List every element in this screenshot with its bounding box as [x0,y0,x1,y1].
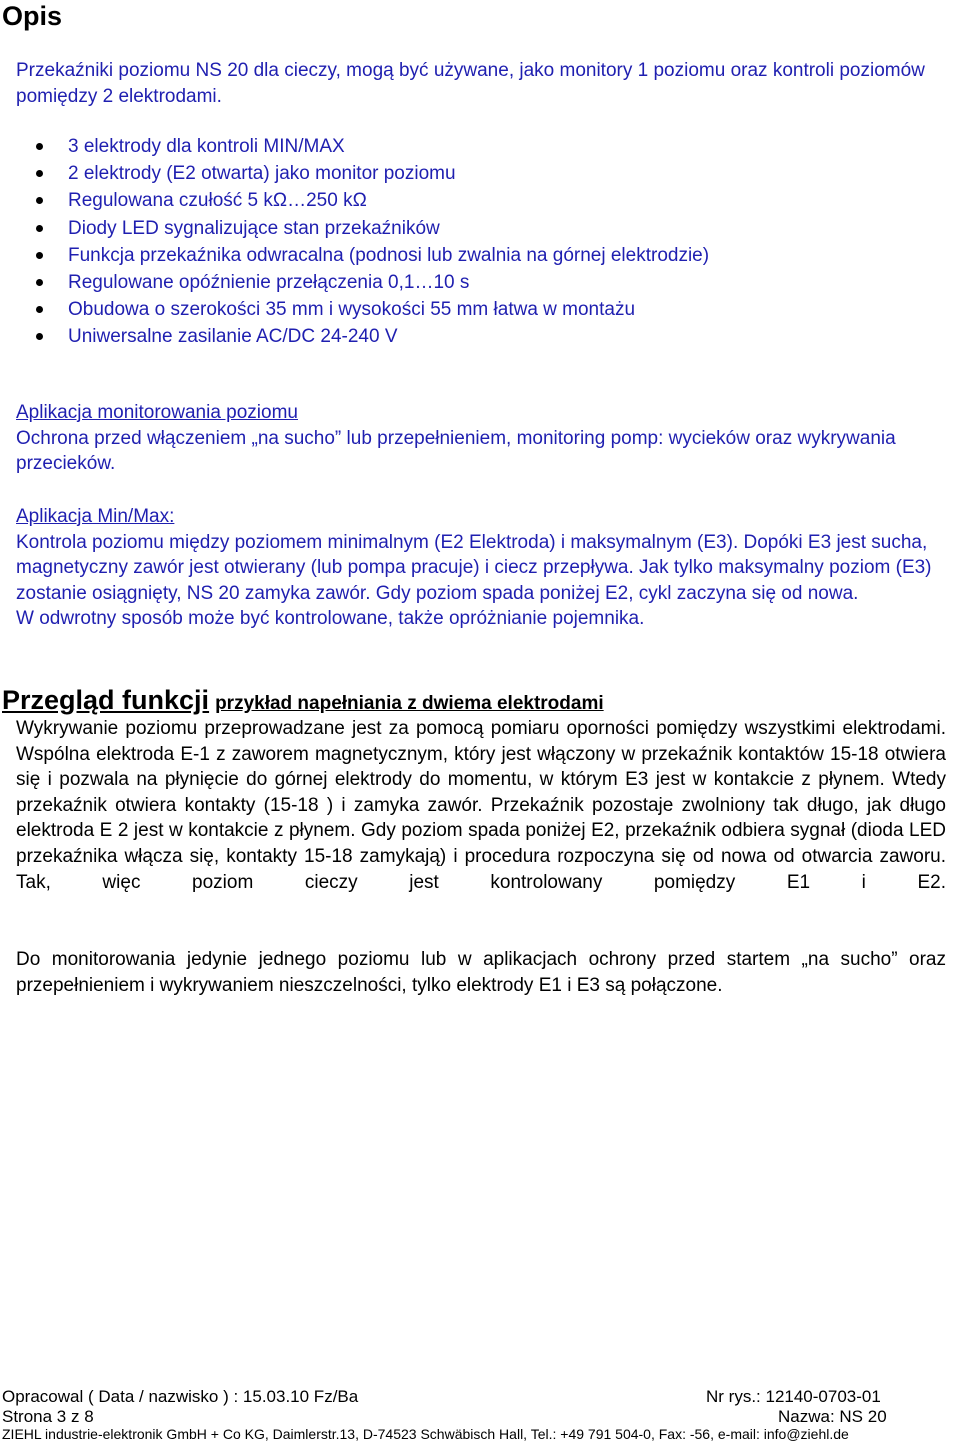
overview-paragraph-2: Do monitorowania jedynie jednego poziomu lub w aplikacjach ochrony przed startem „na sucho” oraz przepełnieniem i wykrywaniem nieszczelności, tylko elektrody E1 i E3 są połączone. [16,949,946,996]
bullet-icon [36,279,43,286]
minmax-section [16,504,946,632]
page-title: Opis [2,1,63,31]
intro-paragraph: Przekaźniki poziomu NS 20 dla cieczy, mogą być używane, jako monitory 1 poziomu oraz kontroli poziomów pomiędzy 2 elektrodami. [16,60,925,107]
list-item: Diody LED sygnalizujące stan przekaźników [16,215,946,242]
list-item: 3 elektrody dla kontroli MIN/MAX [16,133,946,160]
level-monitoring-text: Ochrona przed włączeniem „na sucho” lub przepełnieniem, monitoring pomp: wycieków oraz wykrywania przecieków. [16,427,896,475]
minmax-text-2: W odwrotny sposób może być kontrolowane, także opróżnianie pojemnika. [16,608,645,630]
list-item: Funkcja przekaźnika odwracalna (podnosi lub zwalnia na górnej elektrodzie) [16,242,946,269]
footer-page-number: Strona 3 z 8 [2,1407,94,1426]
list-item: Uniwersalne zasilanie AC/DC 24-240 V [16,323,946,350]
minmax-heading: Aplikacja Min/Max: [16,506,175,527]
footer-drawing-number: Nr rys.: 12140-0703-01 [706,1387,881,1406]
section-title: Przegląd funkcji [2,685,210,715]
overview-paragraph-1: Wykrywanie poziomu przeprowadzane jest za pomocą pomiaru oporności pomiędzy wszystkimi elektrodami. Wspólna elektroda E-1 z zaworem magnetycznym, który jest włączony w przekaźnik kontaktów 15-18 otwiera się i pozwala na płynięcie do górnej elektrody do momentu, w którym E3 jest w kontakcie z płynem. Wtedy przekaźnik otwiera kontakty (15-18 ) i zamyka zawór. Przekaźnik pozostaje zwolniony tak długo, jak długo elektroda E 2 jest w kontakcie z płynem. Gdy poziom spada poniżej E2, przekaźnik odbiera sygnał (dioda LED przekaźnika włącza się, kontakty 15-18 zamykają) i procedura rozpoczyna się od nowa od otwarcia zaworu. Tak, więc poziom cieczy jest kontrolowany pomiędzy E1 i E2. [16,718,946,893]
footer-document-name: Nazwa: NS 20 [778,1407,887,1426]
footer-prepared: Opracowal ( Data / nazwisko ) : 15.03.10 Fz/Ba [2,1387,359,1406]
footer-row-1 [2,1387,902,1407]
bullet-icon [36,333,43,340]
bullet-icon [36,197,43,204]
list-item: Regulowana czułość 5 kΩ…250 kΩ [16,187,946,214]
level-monitoring-heading: Aplikacja monitorowania poziomu [16,402,298,423]
bullet-icon [36,143,43,150]
bullet-icon [36,225,43,232]
bullet-icon [36,306,43,313]
list-item: Regulowane opóźnienie przełączenia 0,1…10 s [16,269,946,296]
footer-row-2 [2,1407,902,1427]
list-item: Obudowa o szerokości 35 mm i wysokości 55 mm łatwa w montażu [16,296,946,323]
footer-company: ZIEHL industrie-elektronik GmbH + Co KG, Daimlerstr.13, D-74523 Schwäbisch Hall, Tel.: +49 791 504-0, Fax: -56, e-mail: info@ziehl.de [2,1426,849,1442]
feature-list [16,133,946,351]
section-subtitle: przykład napełniania z dwiema elektrodami [215,693,604,714]
level-monitoring-section [16,400,946,477]
bullet-icon [36,170,43,177]
minmax-text: Kontrola poziomu między poziomem minimalnym (E2 Elektroda) i maksymalnym (E3). Dopóki E3 jest sucha, magnetyczny zawór jest otwierany (lub pompa pracuje) i ciecz przepływa. Jak tylko maksymalny poziom (E3) zostanie osiągnięty, NS 20 zamyka zawór. Gdy poziom spada poniżej E2, cykl zaczyna się od nowa. [16,531,932,604]
list-item: 2 elektrody (E2 otwarta) jako monitor poziomu [16,160,946,187]
bullet-icon [36,252,43,259]
